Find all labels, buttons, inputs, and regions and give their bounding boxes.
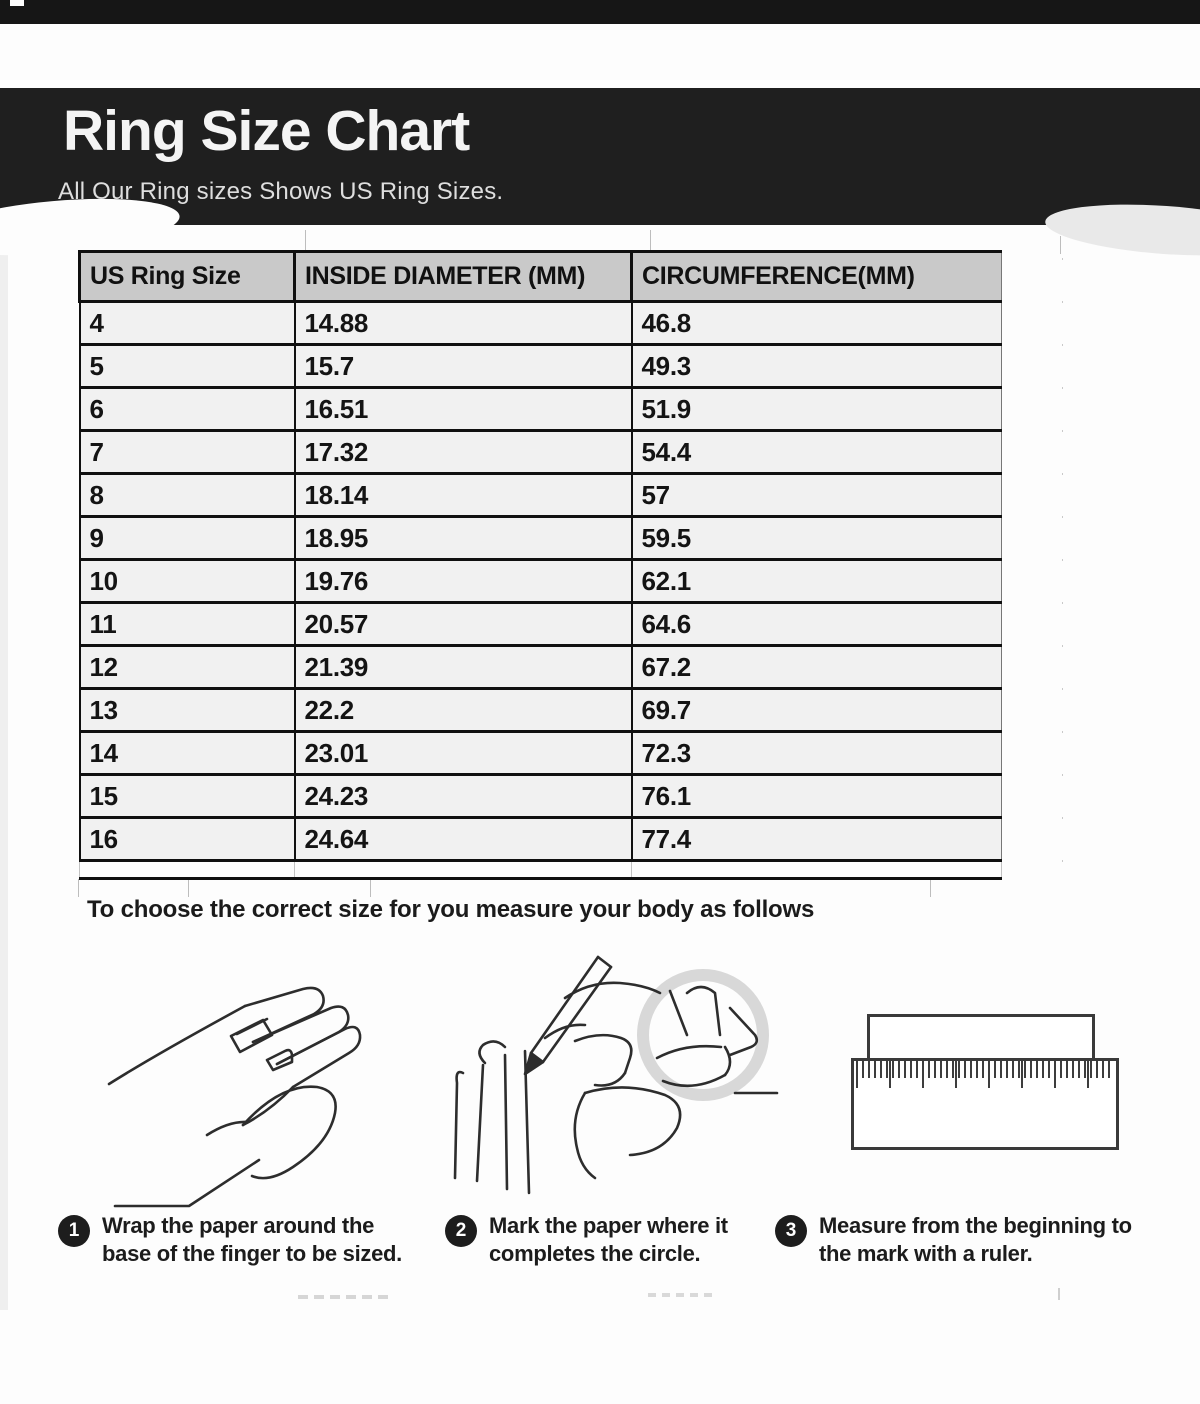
table-cell: 21.39 bbox=[295, 646, 632, 689]
table-cell: 59.5 bbox=[632, 517, 1002, 560]
table-cell: 17.32 bbox=[295, 431, 632, 474]
measure-heading: To choose the correct size for you measure your body as follows bbox=[87, 896, 815, 923]
column-header: CIRCUMFERENCE(MM) bbox=[632, 252, 1002, 302]
step-item bbox=[445, 1212, 728, 1268]
table-row bbox=[80, 775, 1002, 818]
table-row bbox=[80, 818, 1002, 861]
column-header: INSIDE DIAMETER (MM) bbox=[295, 252, 632, 302]
step-text: Mark the paper where it completes the circle. bbox=[489, 1213, 728, 1266]
empty-cell bbox=[632, 861, 1002, 879]
table-cell: 20.57 bbox=[295, 603, 632, 646]
table-cell: 16 bbox=[80, 818, 295, 861]
empty-cell bbox=[295, 861, 632, 879]
grid-stub bbox=[78, 879, 79, 897]
table-row bbox=[80, 689, 1002, 732]
table-cell: 24.64 bbox=[295, 818, 632, 861]
table-cell: 23.01 bbox=[295, 732, 632, 775]
table-body bbox=[80, 302, 1002, 879]
dotted-guide-line bbox=[1062, 258, 1063, 880]
table-cell: 13 bbox=[80, 689, 295, 732]
grid-stub bbox=[305, 230, 306, 252]
table-cell: 67.2 bbox=[632, 646, 1002, 689]
table-row bbox=[80, 431, 1002, 474]
ruler-body bbox=[851, 1058, 1119, 1150]
figure-mark-paper bbox=[425, 943, 790, 1228]
step-number-badge: 3 bbox=[775, 1215, 807, 1247]
hand-marking-paper-with-pencil-icon bbox=[425, 943, 790, 1223]
grid-stub bbox=[370, 879, 371, 897]
step-number-badge: 2 bbox=[445, 1215, 477, 1247]
table-cell: 15 bbox=[80, 775, 295, 818]
ruler-major-ticks bbox=[856, 1061, 1114, 1088]
table-cell: 12 bbox=[80, 646, 295, 689]
grid-stub bbox=[930, 879, 931, 897]
figure-measure-ruler bbox=[845, 1006, 1130, 1151]
table-row bbox=[80, 474, 1002, 517]
table-cell: 7 bbox=[80, 431, 295, 474]
table-cell: 24.23 bbox=[295, 775, 632, 818]
table-row bbox=[80, 302, 1002, 345]
table-empty-row bbox=[80, 861, 1002, 879]
table-cell: 18.95 bbox=[295, 517, 632, 560]
column-header: US Ring Size bbox=[80, 252, 295, 302]
table-cell: 72.3 bbox=[632, 732, 1002, 775]
table-row bbox=[80, 560, 1002, 603]
table-cell: 76.1 bbox=[632, 775, 1002, 818]
table-cell: 5 bbox=[80, 345, 295, 388]
faint-dashes bbox=[648, 1293, 713, 1297]
table-cell: 14.88 bbox=[295, 302, 632, 345]
table-cell: 77.4 bbox=[632, 818, 1002, 861]
table-cell: 19.76 bbox=[295, 560, 632, 603]
table-cell: 57 bbox=[632, 474, 1002, 517]
page-title: Ring Size Chart bbox=[63, 99, 470, 163]
table-cell: 15.7 bbox=[295, 345, 632, 388]
table-cell: 51.9 bbox=[632, 388, 1002, 431]
table-cell: 6 bbox=[80, 388, 295, 431]
table-cell: 16.51 bbox=[295, 388, 632, 431]
ruler-icon bbox=[845, 1006, 1130, 1151]
steps-row bbox=[0, 1212, 1200, 1292]
table-cell: 46.8 bbox=[632, 302, 1002, 345]
step-item bbox=[775, 1212, 1132, 1268]
top-bar-notch bbox=[10, 0, 24, 6]
top-black-bar bbox=[0, 0, 1200, 24]
table-row bbox=[80, 388, 1002, 431]
hand-with-paper-strip-icon bbox=[95, 963, 410, 1218]
step-text: Measure from the beginning to the mark with a ruler. bbox=[819, 1213, 1132, 1266]
table-row bbox=[80, 646, 1002, 689]
table-cell: 10 bbox=[80, 560, 295, 603]
table-row bbox=[80, 345, 1002, 388]
step-text: Wrap the paper around the base of the finger to be sized. bbox=[102, 1213, 402, 1266]
table-cell: 69.7 bbox=[632, 689, 1002, 732]
table-row bbox=[80, 603, 1002, 646]
table-cell: 49.3 bbox=[632, 345, 1002, 388]
table-cell: 4 bbox=[80, 302, 295, 345]
step-number-badge: 1 bbox=[58, 1215, 90, 1247]
table-row bbox=[80, 517, 1002, 560]
page-subtitle: All Our Ring sizes Shows US Ring Sizes. bbox=[58, 178, 504, 205]
step-item bbox=[58, 1212, 402, 1268]
table-cell: 11 bbox=[80, 603, 295, 646]
table-cell: 22.2 bbox=[295, 689, 632, 732]
table-cell: 9 bbox=[80, 517, 295, 560]
table-cell: 54.4 bbox=[632, 431, 1002, 474]
faint-dashes bbox=[298, 1295, 393, 1299]
figure-wrap-paper bbox=[95, 963, 410, 1223]
table-cell: 64.6 bbox=[632, 603, 1002, 646]
table-cell: 62.1 bbox=[632, 560, 1002, 603]
grid-stub bbox=[650, 230, 651, 252]
grid-stub bbox=[188, 879, 189, 897]
table-cell: 14 bbox=[80, 732, 295, 775]
table-row bbox=[80, 732, 1002, 775]
empty-cell bbox=[80, 861, 295, 879]
table-cell: 18.14 bbox=[295, 474, 632, 517]
grid-stub bbox=[1060, 236, 1061, 254]
table-cell: 8 bbox=[80, 474, 295, 517]
scan-edge-strip bbox=[0, 230, 8, 1310]
table-header-row bbox=[80, 252, 1002, 302]
ring-size-table bbox=[78, 250, 1002, 880]
